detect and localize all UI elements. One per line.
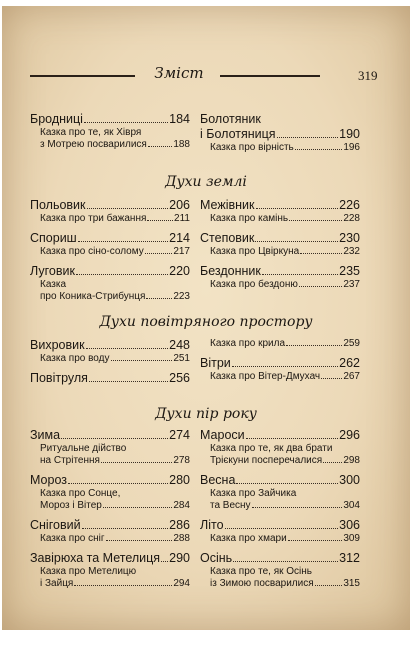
toc-subentry-row-page: 278: [173, 455, 190, 466]
toc-subentry-row: [200, 246, 360, 258]
toc-subentry-line: Казка про Зайчика: [210, 488, 297, 499]
toc-entry-row: [30, 518, 190, 533]
toc-entry: [200, 264, 360, 291]
toc-subentry-row-title: Казка про Цвіркуна: [210, 246, 300, 257]
toc-subentry-row-title: Казка про Вітер-Дмухач: [210, 371, 321, 382]
toc-entry-row-page: 214: [169, 231, 190, 245]
toc-entry-row-title: і Болотяниця: [200, 127, 276, 141]
toc-entry-row-title: Бродниці: [30, 112, 83, 126]
toc-subentry-row-title: Казка про крила: [210, 338, 286, 349]
toc-subentry-line: Казка про Сонце,: [40, 488, 121, 499]
toc-subentry-row-page: 298: [343, 455, 360, 466]
toc-column-seasons-left: [30, 428, 190, 596]
book-page: [2, 6, 410, 630]
toc-subentry-row-title: та Весну: [210, 500, 251, 511]
toc-entry-row-title: Осінь: [200, 551, 233, 565]
toc-entry-row-title: Польовик: [30, 198, 86, 212]
toc-entry-row-title: Вітри: [200, 356, 231, 370]
toc-entry: [30, 112, 190, 151]
toc-subentry-row-title: з Мотрею посварилися: [40, 139, 147, 150]
toc-entry: [200, 551, 360, 590]
toc-subentry-row: [200, 371, 360, 383]
toc-subentry-row-page: 284: [173, 500, 190, 511]
header-rule-right: [220, 75, 320, 77]
toc-column-air-right: [200, 338, 360, 389]
toc-entry-row-leader: [246, 438, 338, 439]
toc-subentry-row: [200, 455, 360, 467]
toc-subentry-line: Казка про Метелицю: [40, 566, 137, 577]
toc-entry: [30, 264, 190, 303]
toc-entry: [30, 371, 190, 386]
toc-entry-row-leader: [84, 122, 168, 123]
toc-entry: [200, 518, 360, 545]
toc-subentry-row-leader: [286, 345, 342, 346]
toc-subentry-line: Ритуальне дійство: [40, 443, 127, 454]
toc-subentry-row-leader: [321, 378, 342, 379]
section-heading-earth: Духи землі: [165, 174, 247, 190]
toc-entry: [200, 356, 360, 383]
toc-subentry-row-page: 223: [173, 291, 190, 302]
toc-column-air-left: [30, 338, 190, 392]
toc-subentry-row-leader: [148, 146, 172, 147]
toc-entry: [30, 231, 190, 258]
toc-entry-row: [30, 112, 190, 127]
toc-entry-row-title: Мароси: [200, 428, 245, 442]
toc-column-top-left: [30, 112, 190, 157]
toc-subentry-row: [200, 578, 360, 590]
toc-subentry-row-page: 309: [343, 533, 360, 544]
toc-subentry-line: Казка про те, як Хівря: [40, 127, 142, 138]
toc-entry-row-page: 262: [339, 356, 360, 370]
toc-subentry-row-page: 267: [343, 371, 360, 382]
toc-column-earth-left: [30, 198, 190, 309]
toc-subentry-row-leader: [315, 585, 343, 586]
toc-entry-row: [200, 518, 360, 533]
toc-entry-row: [30, 264, 190, 279]
toc-subentry-row: [30, 246, 190, 258]
toc-entry-row-title: Вихровик: [30, 338, 85, 352]
toc-entry-row: [30, 338, 190, 353]
toc-subentry-row-page: 237: [343, 279, 360, 290]
toc-column-earth-right: [200, 198, 360, 297]
toc-entry-row-page: 286: [169, 518, 190, 532]
toc-subentry-row-leader: [145, 253, 173, 254]
toc-entry-row-title: Мороз: [30, 473, 67, 487]
toc-entry-row-page: 296: [339, 428, 360, 442]
toc-subentry-line: Казка про те, як Осінь: [210, 566, 312, 577]
toc-entry: [30, 428, 190, 467]
toc-entry-row-page: 230: [339, 231, 360, 245]
toc-entry-row-page: 235: [339, 264, 360, 278]
toc-entry-row-title: Зима: [30, 428, 61, 442]
toc-entry-title-line: Болотяник: [200, 112, 261, 126]
toc-entry-row: [30, 428, 190, 443]
toc-entry-row-title: Повітруля: [30, 371, 88, 385]
toc-entry-row: [30, 198, 190, 213]
toc-subentry-row-page: 188: [173, 139, 190, 150]
toc-entry-row-title: Весна: [200, 473, 236, 487]
toc-entry: [200, 231, 360, 258]
toc-subentry-row-leader: [147, 220, 173, 221]
toc-subentry-row-leader: [146, 298, 172, 299]
toc-entry-row-page: 300: [339, 473, 360, 487]
toc-entry-row: [200, 127, 360, 142]
toc-entry-row-leader: [256, 208, 339, 209]
section-heading-air: Духи повітряного простору: [99, 314, 313, 330]
toc-entry-row: [200, 473, 360, 488]
toc-entry-row-page: 256: [169, 371, 190, 385]
toc-subentry-row-page: 211: [174, 213, 190, 224]
header-rule-left: [30, 75, 135, 77]
toc-entry-row-leader: [86, 348, 169, 349]
toc-entry-row-leader: [255, 241, 338, 242]
toc-subentry-row: [30, 213, 190, 225]
toc-entry-row-leader: [277, 137, 339, 138]
toc-entry-row-page: 280: [169, 473, 190, 487]
toc-entry-row-title: Спориш: [30, 231, 77, 245]
toc-subentry-row-title: Казка про хмари: [210, 533, 287, 544]
page-number: 319: [358, 68, 378, 83]
toc-entry-row-leader: [89, 381, 168, 382]
toc-subentry-row-leader: [252, 507, 343, 508]
toc-subentry-row-leader: [289, 220, 342, 221]
toc-subentry-row-page: 304: [343, 500, 360, 511]
toc-subentry-row-title: Казка про сніг: [40, 533, 105, 544]
page-header: [30, 64, 330, 88]
toc-subentry-row-title: на Стрітення: [40, 455, 100, 466]
toc-subentry-row: [30, 500, 190, 512]
toc-entry: [30, 338, 190, 365]
toc-entry: [200, 198, 360, 225]
toc-entry-row-title: Межівник: [200, 198, 255, 212]
toc-entry: [30, 198, 190, 225]
toc-subentry-row-page: 251: [173, 353, 190, 364]
toc-entry-row-page: 274: [169, 428, 190, 442]
toc-entry-row-page: 306: [339, 518, 360, 532]
toc-entry-row: [30, 551, 190, 566]
toc-subentry-row: [200, 338, 360, 350]
toc-subentry-line: Казка про те, як два брати: [210, 443, 333, 454]
toc-subentry-row: [200, 533, 360, 545]
toc-subentry-row-page: 288: [173, 533, 190, 544]
toc-entry-row: [30, 231, 190, 246]
toc-subentry-row-leader: [299, 286, 342, 287]
toc-subentry-row-leader: [288, 540, 343, 541]
toc-entry-row-leader: [225, 528, 339, 529]
toc-column-seasons-right: [200, 428, 360, 596]
toc-subentry-row-leader: [111, 360, 173, 361]
toc-entry-row-page: 312: [339, 551, 360, 565]
toc-subentry-row-title: і Зайця: [40, 578, 74, 589]
toc-entry-row: [200, 198, 360, 213]
toc-entry-row-leader: [236, 483, 338, 484]
toc-subentry-row-page: 315: [343, 578, 360, 589]
toc-entry: [30, 473, 190, 512]
toc-entry-row-leader: [233, 561, 338, 562]
toc-entry: [200, 473, 360, 512]
toc-entry-row: [200, 231, 360, 246]
toc-entry-row-title: Сніговий: [30, 518, 81, 532]
toc-subentry-row-leader: [300, 253, 342, 254]
toc-entry-row-title: Літо: [200, 518, 224, 532]
section-heading-seasons: Духи пір року: [155, 406, 257, 422]
toc-entry-row: [200, 428, 360, 443]
toc-entry-row-leader: [76, 274, 168, 275]
toc-subentry-row-page: 232: [343, 246, 360, 257]
toc-entry-row: [30, 473, 190, 488]
toc-entry-row-page: 190: [339, 127, 360, 141]
toc-entry-row-title: Степовик: [200, 231, 255, 245]
toc-entry-row-leader: [161, 561, 168, 562]
toc-entry-row-page: 248: [169, 338, 190, 352]
toc-entry-row-page: 220: [169, 264, 190, 278]
toc-subentry-row: [200, 213, 360, 225]
toc-entry-row-leader: [262, 274, 338, 275]
toc-subentry-row-leader: [101, 462, 172, 463]
toc-subentry-row-title: про Коника-Стрибунця: [40, 291, 146, 302]
toc-subentry-row-leader: [103, 507, 172, 508]
toc-entry-row-leader: [78, 241, 168, 242]
toc-subentry-row-title: Казка про камінь: [210, 213, 289, 224]
toc-entry-row: [200, 264, 360, 279]
toc-subentry-row-page: 294: [173, 578, 190, 589]
toc-entry-row-leader: [232, 366, 338, 367]
toc-entry-row-title: Завірюха та Метелиця: [30, 551, 161, 565]
toc-subentry-row: [30, 455, 190, 467]
toc-entry-row-title: Луговик: [30, 264, 75, 278]
toc-subentry-row: [30, 291, 190, 303]
toc-subentry-row-title: Казка про три бажання: [40, 213, 147, 224]
toc-subentry-row-leader: [323, 462, 342, 463]
toc-entry-row-leader: [82, 528, 169, 529]
toc-subentry-row-title: Казка про воду: [40, 353, 110, 364]
toc-subentry-row: [30, 353, 190, 365]
toc-subentry-row-title: Трієкуни посперечалися: [210, 455, 323, 466]
toc-entry-row-leader: [61, 438, 168, 439]
toc-subentry-row: [30, 139, 190, 151]
toc-subentry-row-title: із Зимою посварилися: [210, 578, 314, 589]
toc-subentry-row: [200, 142, 360, 154]
toc-subentry-row-page: 259: [343, 338, 360, 349]
toc-subentry-row: [200, 500, 360, 512]
toc-entry-row: [30, 371, 190, 386]
toc-subentry-row-leader: [295, 149, 343, 150]
toc-subentry-row: [30, 533, 190, 545]
toc-entry-row-page: 226: [339, 198, 360, 212]
toc-subentry-row-page: 196: [343, 142, 360, 153]
toc-subentry-row-title: Казка про бездоню: [210, 279, 298, 290]
toc-subentry-row: [200, 279, 360, 291]
toc-subentry-row-title: Казка про сіно-солому: [40, 246, 144, 257]
toc-entry-row-leader: [87, 208, 169, 209]
toc-subentry-row-leader: [74, 585, 172, 586]
toc-entry-row: [200, 551, 360, 566]
toc-subentry-row-title: Казка про вірність: [210, 142, 294, 153]
toc-entry: [30, 551, 190, 590]
toc-subentry-line: Казка: [40, 279, 67, 290]
toc-entry-row-page: 290: [169, 551, 190, 565]
toc-subentry-row-leader: [106, 540, 173, 541]
toc-subentry-row-page: 217: [173, 246, 190, 257]
toc-entry: [200, 428, 360, 467]
page-title: Зміст: [154, 64, 204, 82]
toc-entry-row-leader: [68, 483, 168, 484]
toc-subentry-row-page: 228: [343, 213, 360, 224]
toc-subentry-row: [30, 578, 190, 590]
toc-subentry-row-title: Мороз і Вітер: [40, 500, 102, 511]
toc-entry-row: [200, 356, 360, 371]
toc-entry-row-page: 184: [169, 112, 190, 126]
toc-entry: [200, 338, 360, 350]
toc-entry-row-title: Бездонник: [200, 264, 261, 278]
toc-entry: [30, 518, 190, 545]
toc-entry: [200, 112, 360, 154]
toc-column-top-right: [200, 112, 360, 160]
toc-entry-row-page: 206: [169, 198, 190, 212]
